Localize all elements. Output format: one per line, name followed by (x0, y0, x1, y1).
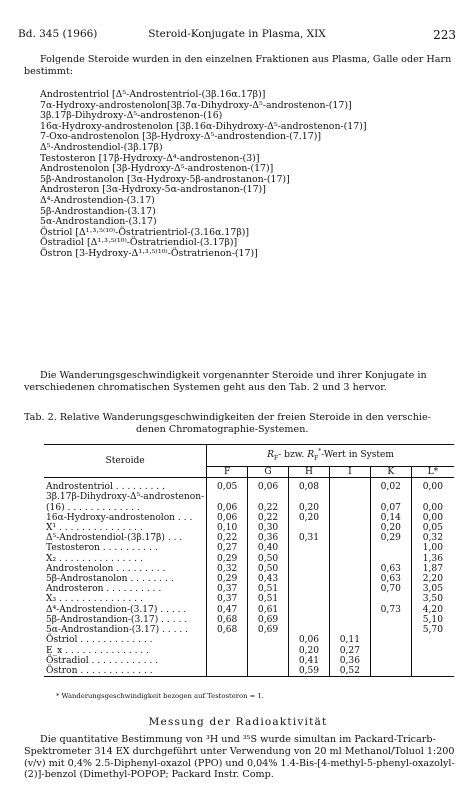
list-item: 5α-Androstandion-(3.17) (40, 216, 157, 228)
rf-value-cell: 3,05 (411, 584, 454, 594)
table-footnote: * Wanderungsgeschwindigkeit bezogen auf Testosteron = 1. (56, 692, 264, 700)
rf-value-cell: 1,00 (411, 543, 454, 553)
table-row (44, 533, 454, 543)
rf-value-cell (370, 594, 411, 604)
rf-value-cell (329, 503, 370, 513)
table-row (44, 594, 454, 604)
rf-value-cell: 0,32 (207, 564, 248, 574)
paragraph-systems: Die Wanderungsgeschwindigkeit vorgenannter Steroide und ihrer Konjugate in verschiedenen chromatischen Systemen geht aus den Tab. 2 und 3 hervor. (24, 370, 427, 393)
table-row (44, 656, 454, 666)
rf-value-cell: 5,70 (411, 625, 454, 635)
rf-value-cell (370, 635, 411, 645)
rf-value-cell (329, 554, 370, 564)
rf-value-cell: 0,36 (329, 656, 370, 666)
running-header (18, 28, 456, 42)
rf-value-cell (289, 564, 330, 574)
rf-value-cell (329, 574, 370, 584)
steroid-name-cell: Δ⁴-Androstendion-(3.17) . . . . . (46, 604, 187, 615)
rf-value-cell: 0,69 (248, 625, 289, 635)
rf-value-cell: 4,20 (411, 605, 454, 615)
rf-value-cell (329, 492, 370, 502)
table-row (44, 564, 454, 574)
steroid-name-cell: (16) . . . . . . . . . . . . . (46, 502, 140, 513)
rf-value-cell: 0,51 (248, 584, 289, 594)
rf-value-cell (289, 554, 330, 564)
rf-value-cell: 0,73 (370, 605, 411, 615)
rf-value-cell: 0,05 (207, 478, 248, 493)
rf-value-cell (329, 625, 370, 635)
steroid-name-cell: 16α-Hydroxy-androstenolon . . . (46, 512, 193, 523)
rf-value-cell: 0,08 (289, 478, 330, 493)
col-header-steroide: Steroide (44, 445, 207, 478)
rf-value-cell (207, 656, 248, 666)
rf-value-cell: 0,63 (370, 574, 411, 584)
rf-value-cell: 0,29 (207, 574, 248, 584)
running-title: Steroid-Konjugate in Plasma, XIX (148, 28, 326, 40)
rf-value-cell: 2,20 (411, 574, 454, 584)
steroid-name-cell: Testosteron . . . . . . . . . . (46, 543, 158, 554)
rf-value-cell: 0,22 (248, 503, 289, 513)
table-row (44, 503, 454, 513)
rf-value-cell (329, 564, 370, 574)
table-row (44, 635, 454, 645)
list-item: Androsteron [3α-Hydroxy-5α-androstanon-(17)] (40, 184, 266, 196)
rf-value-cell (329, 513, 370, 523)
rf-value-cell: 0,36 (248, 533, 289, 543)
steroid-name-cell: 3β.17β-Dihydroxy-Δ⁵-androstenon- (46, 492, 205, 503)
rf-value-cell: 0,32 (411, 533, 454, 543)
steroid-name-cell: X₃ . . . . . . . . . . . . . . . (46, 594, 143, 605)
list-item: Östriol [Δ¹·³·⁵⁽¹⁰⁾-Östratrientriol-(3.16α.17β)] (40, 226, 250, 238)
rf-value-cell: 0,20 (289, 503, 330, 513)
table-row (44, 666, 454, 677)
col-header-system: H (289, 467, 330, 478)
rf-value-cell: 0,20 (289, 646, 330, 656)
rf-value-cell: 0,37 (207, 584, 248, 594)
rf-value-cell (248, 635, 289, 645)
rf-value-cell (289, 492, 330, 502)
rf-value-cell (248, 646, 289, 656)
rf-value-cell: 0,06 (248, 478, 289, 493)
table-row (44, 513, 454, 523)
rf-value-cell (411, 666, 454, 677)
rf-value-cell (207, 635, 248, 645)
list-item: 5β-Androstandion-(3.17) (40, 205, 156, 217)
rf-value-cell: 0,22 (207, 533, 248, 543)
rf-value-cell: 0,52 (329, 666, 370, 677)
rf-value-cell: 0,10 (207, 523, 248, 533)
rf-value-cell: 0,63 (370, 564, 411, 574)
rf-value-cell (329, 615, 370, 625)
rf-value-cell: 0,11 (329, 635, 370, 645)
rf-value-cell: 0,61 (248, 605, 289, 615)
rf-value-cell (289, 574, 330, 584)
list-item: Androstenolon [3β-Hydroxy-Δ⁵-androstenon-(17)] (40, 163, 274, 175)
volume-info: Bd. 345 (1966) (18, 28, 98, 40)
list-item: 7α-Hydroxy-androstenolon[3β.7α-Dihydroxy-Δ⁵-androstenon-(17)] (40, 99, 352, 111)
rf-value-cell: 0,06 (289, 635, 330, 645)
rf-value-cell (207, 666, 248, 677)
list-item: Androstentriol [Δ⁵-Androstentriol-(3β.16α.17β)] (40, 89, 266, 100)
rf-value-cell (289, 594, 330, 604)
rf-value-cell: 0,40 (248, 543, 289, 553)
rf-value-cell: 0,31 (289, 533, 330, 543)
rf-values-table (44, 444, 454, 677)
col-header-system: G (248, 467, 289, 478)
rf-value-cell (370, 554, 411, 564)
col-group-header (207, 445, 454, 467)
rf-value-cell: 0,41 (289, 656, 330, 666)
rf-value-cell (329, 523, 370, 533)
rf-value-cell (329, 605, 370, 615)
rf-value-cell: 0,68 (207, 615, 248, 625)
rf-value-cell (370, 625, 411, 635)
rf-value-cell (329, 533, 370, 543)
rf-value-cell (248, 492, 289, 502)
rf-value-cell (411, 656, 454, 666)
rf-value-cell: 0,69 (248, 615, 289, 625)
rf-value-cell (289, 523, 330, 533)
steroid-name-cell: 5β-Androstandion-(3.17) . . . . . (46, 614, 188, 625)
list-item: Δ⁵-Androstendiol-(3β.17β) (40, 141, 163, 153)
steroid-name-cell: X¹ . . . . . . . . . . . . . . . (46, 523, 143, 534)
list-item: 5β-Androstanolon [3α-Hydroxy-5β-androstanon-(17)] (40, 173, 290, 185)
rf-value-cell: 0,00 (411, 503, 454, 513)
rf-value-cell (411, 646, 454, 656)
rf-value-cell: 0,14 (370, 513, 411, 523)
page-number: 223 (433, 28, 456, 42)
rf-value-cell: 0,27 (329, 646, 370, 656)
rf-value-cell: 0,47 (207, 605, 248, 615)
rf-value-cell (370, 646, 411, 656)
table-row (44, 605, 454, 615)
table-caption (24, 412, 456, 435)
steroid-name-cell: Östriol . . . . . . . . . . . . . (46, 635, 153, 646)
rf-value-cell: 0,70 (370, 584, 411, 594)
steroid-name-cell: 5β-Androstanolon . . . . . . . . (46, 574, 174, 585)
rf-value-cell (329, 594, 370, 604)
section-title: Messung der Radioaktivität (148, 716, 328, 728)
table-row (44, 574, 454, 584)
steroid-name-cell: X₂ . . . . . . . . . . . . . . . (46, 553, 143, 564)
rf-value-cell (207, 646, 248, 656)
rf-value-cell: 0,29 (207, 554, 248, 564)
rf-value-cell (370, 543, 411, 553)
col-header-system: K (370, 467, 411, 478)
intro-paragraph: Folgende Steroide wurden in den einzelnen Fraktionen aus Plasma, Galle oder Harn bestimmt: (24, 54, 452, 77)
rf-value-cell: 0,06 (207, 503, 248, 513)
list-item: Östron [3-Hydroxy-Δ¹·³·⁵⁽¹⁰⁾-Östratrienon-(17)] (40, 247, 258, 259)
table-row (44, 646, 454, 656)
rf-value-cell: 5,10 (411, 615, 454, 625)
rf-value-cell: 0,20 (370, 523, 411, 533)
list-item: Δ⁴-Androstendion-(3.17) (40, 194, 155, 206)
table-row (44, 492, 454, 502)
steroid-name-cell: Östradiol . . . . . . . . . . . . (46, 655, 159, 666)
rf-value-cell: 0,05 (411, 523, 454, 533)
steroid-name-cell: Androsteron . . . . . . . . . . (46, 584, 162, 595)
table-row (44, 478, 454, 493)
col-header-system: F (207, 467, 248, 478)
rf-value-cell (248, 656, 289, 666)
table-row (44, 523, 454, 533)
steroid-name-cell: Androstentriol . . . . . . . . . (46, 482, 165, 493)
rf-value-cell (370, 656, 411, 666)
rf-value-cell: 1,87 (411, 564, 454, 574)
caption-line-1: Tab. 2. Relative Wanderungsgeschwindigkeiten der freien Steroide in den verschie- (24, 412, 431, 423)
rf-value-cell: 0,68 (207, 625, 248, 635)
rf-value-cell: 1,36 (411, 554, 454, 564)
rf-value-cell (370, 615, 411, 625)
steroid-name-cell: Δ⁵-Androstendiol-(3β.17β) . . . (46, 533, 183, 544)
rf-value-cell: 0,51 (248, 594, 289, 604)
rf-value-cell: 0,30 (248, 523, 289, 533)
rf-value-cell: 0,37 (207, 594, 248, 604)
table-row (44, 543, 454, 553)
list-item: 7-Oxo-androstenolon [3β-Hydroxy-Δ⁵-androstendion-(7.17)] (40, 131, 322, 143)
steroid-name-cell: Östron . . . . . . . . . . . . . (44, 666, 207, 677)
list-item: 3β.17β-Dihydroxy-Δ⁵-androstenon-(16) (40, 110, 223, 122)
rf-value-cell: 0,27 (207, 543, 248, 553)
list-item: 16α-Hydroxy-androstenolon [3β.16α-Dihydroxy-Δ⁵-androstenon-(17)] (40, 120, 367, 132)
caption-line-2: denen Chromatographie-Systemen. (136, 423, 309, 435)
steroid-name-cell: E_x . . . . . . . . . . . . . . . (46, 645, 150, 656)
steroid-name-cell: Androstenolon . . . . . . . . . (46, 563, 166, 574)
table-row (44, 584, 454, 594)
rf-value-cell: 0,43 (248, 574, 289, 584)
rf-value-cell: 0,06 (207, 513, 248, 523)
rf-value-cell: 0,20 (289, 513, 330, 523)
table-row (44, 615, 454, 625)
col-header-system: I (329, 467, 370, 478)
list-item: Östradiol [Δ¹·³·⁵⁽¹⁰⁾-Östratriendiol-(3.17β)] (40, 237, 238, 249)
rf-value-cell (329, 478, 370, 493)
rf-value-cell: 0,50 (248, 564, 289, 574)
rf-value-cell: 3,50 (411, 594, 454, 604)
rf-value-cell (289, 584, 330, 594)
rf-value-cell: 0,00 (411, 478, 454, 493)
col-header-system: L* (411, 467, 454, 478)
rf-label: $R_F-$ bzw. $R_F^*$-Wert in System (267, 448, 395, 462)
rf-value-cell (370, 666, 411, 677)
rf-value-cell (411, 635, 454, 645)
table-row (44, 554, 454, 564)
rf-value-cell (411, 492, 454, 502)
paragraph-radioactivity: Die quantitative Bestimmung von ³H und ³⁵S wurde simultan im Packard-Tricarb-Spektrometer 314 EX durchgeführt unter Verwendung von 20 ml Methanol/Toluol 1:200 (v/v) mit 0,4% 2.5-Diphenyl-oxazol (PPO) und 0,04% 1.4-Bis-[4-methyl-5-phenyl-oxazolyl-(2)]-benzol (Dimethyl-POPOP; Packard Instr. Comp. (24, 734, 455, 781)
rf-value-cell (289, 625, 330, 635)
rf-value-cell (248, 666, 289, 677)
rf-value-cell: 0,00 (411, 513, 454, 523)
rf-value-cell: 0,59 (289, 666, 330, 677)
rf-value-cell: 0,50 (248, 554, 289, 564)
rf-value-cell (329, 543, 370, 553)
rf-value-cell (207, 492, 248, 502)
rf-value-cell: 0,02 (370, 478, 411, 493)
rf-value-cell (289, 605, 330, 615)
table-row (44, 625, 454, 635)
rf-value-cell (289, 543, 330, 553)
list-item: Testosteron [17β-Hydroxy-Δ⁴-androstenon-(3)] (40, 152, 260, 164)
steroid-list (40, 90, 456, 260)
table-body (44, 478, 454, 677)
rf-value-cell: 0,29 (370, 533, 411, 543)
rf-value-cell (329, 584, 370, 594)
rf-value-cell: 0,22 (248, 513, 289, 523)
steroid-name-cell: 5α-Androstandion-(3.17) . . . . . (46, 625, 189, 636)
rf-value-cell (370, 492, 411, 502)
rf-value-cell: 0,07 (370, 503, 411, 513)
rf-value-cell (289, 615, 330, 625)
